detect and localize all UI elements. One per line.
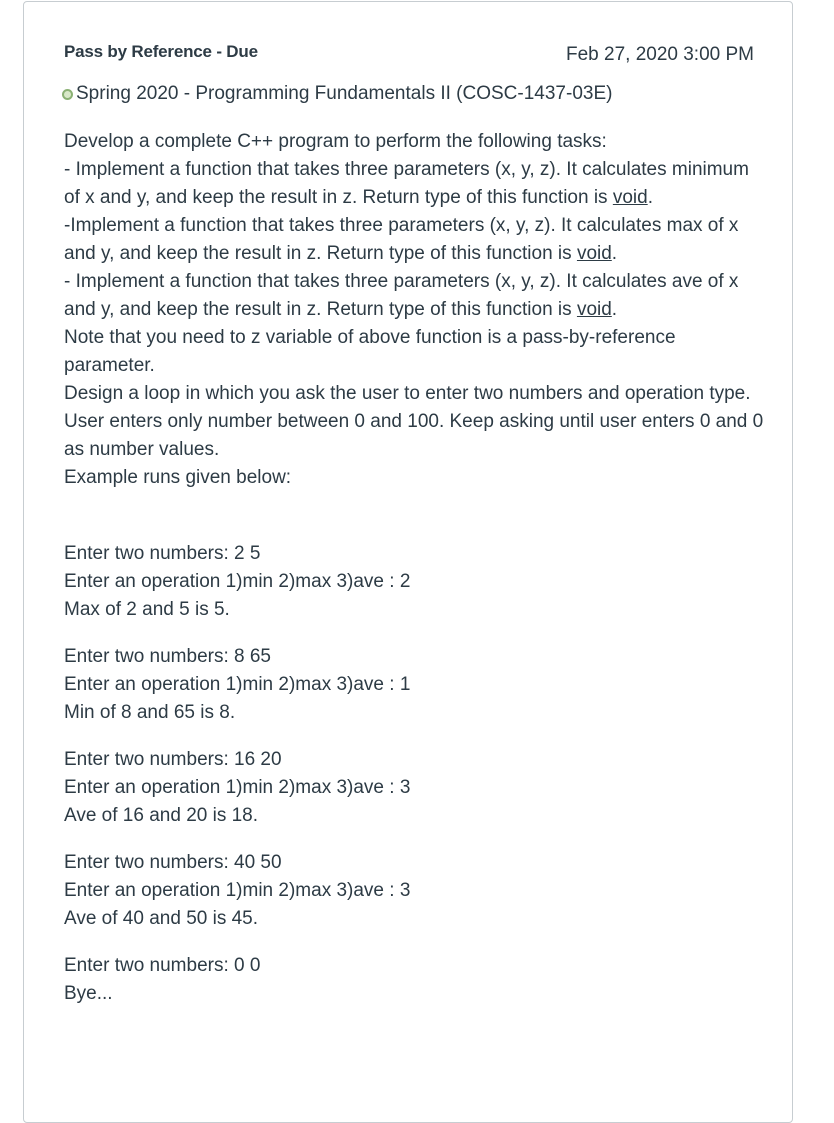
task-3-period: . [611, 299, 618, 320]
course-status-dot-icon [62, 89, 73, 100]
assignment-title[interactable]: Pass by Reference - Due [64, 42, 258, 61]
run-operation-line: Enter an operation 1)min 2)max 3)ave : 2 [64, 571, 411, 592]
assignment-description [64, 128, 764, 1008]
run-result-line: Min of 8 and 65 is 8. [64, 702, 236, 723]
run-operation-line: Enter an operation 1)min 2)max 3)ave : 1 [64, 674, 411, 695]
final-run [64, 952, 764, 1008]
assignment-card [23, 1, 793, 1123]
run-result-line: Ave of 40 and 50 is 45. [64, 908, 259, 929]
run-input-line: Enter two numbers: 2 5 [64, 543, 261, 564]
run-operation-line: Enter an operation 1)min 2)max 3)ave : 3 [64, 880, 411, 901]
task-2-text: -Implement a function that takes three parameters (x, y, z). It calculates max of x and y, and keep the result in z. Return type of this function is [64, 215, 739, 264]
example-run [64, 643, 764, 727]
example-run [64, 540, 764, 624]
run-input-line: Enter two numbers: 40 50 [64, 852, 282, 873]
example-heading: Example runs given below: [64, 467, 292, 488]
assignment-header [64, 42, 754, 68]
run-result-line: Max of 2 and 5 is 5. [64, 599, 230, 620]
note-paragraph: Note that you need to z variable of above function is a pass-by-reference parameter. [64, 327, 676, 376]
void-keyword: void [576, 299, 612, 320]
final-result-line: Bye... [64, 983, 113, 1004]
task-3-text: - Implement a function that takes three parameters (x, y, z). It calculates ave of x and y, and keep the result in z. Return type of this function is [64, 271, 739, 320]
run-input-line: Enter two numbers: 16 20 [64, 749, 282, 770]
run-operation-line: Enter an operation 1)min 2)max 3)ave : 3 [64, 777, 411, 798]
final-input-line: Enter two numbers: 0 0 [64, 955, 261, 976]
example-run [64, 746, 764, 830]
design-paragraph: Design a loop in which you ask the user to enter two numbers and operation type. User enters only number between 0 and 100. Keep asking until user enters 0 and 0 as number values. [64, 383, 764, 460]
task-1-text: - Implement a function that takes three parameters (x, y, z). It calculates minimum of x and y, and keep the result in z. Return type of this function is [64, 159, 749, 208]
intro-text: Develop a complete C++ program to perform the following tasks: [64, 131, 607, 152]
course-name: Spring 2020 - Programming Fundamentals II (COSC-1437-03E) [76, 83, 613, 104]
task-1-period: . [647, 187, 653, 208]
example-run [64, 849, 764, 933]
run-result-line: Ave of 16 and 20 is 18. [64, 805, 259, 826]
void-keyword: void [612, 187, 648, 208]
intro-paragraph [64, 128, 764, 324]
course-label [62, 83, 612, 105]
void-keyword: void [576, 243, 612, 264]
due-date: Feb 27, 2020 3:00 PM [565, 44, 754, 65]
task-2-period: . [611, 243, 618, 264]
run-input-line: Enter two numbers: 8 65 [64, 646, 271, 667]
